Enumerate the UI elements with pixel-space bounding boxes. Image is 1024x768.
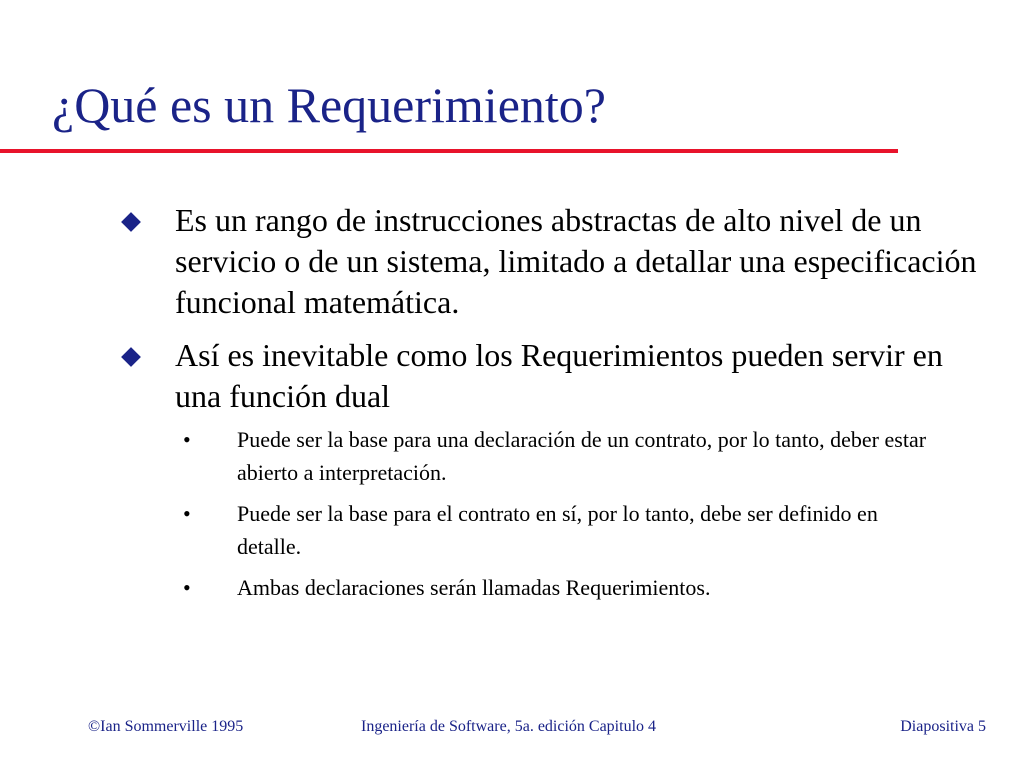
diamond-icon	[121, 212, 141, 232]
dot-icon: •	[183, 575, 191, 600]
diamond-icon	[121, 347, 141, 367]
sub-bullet-item	[183, 497, 943, 563]
sub-bullet-text: Ambas declaraciones serán llamadas Requerimientos.	[237, 575, 711, 600]
sub-bullet-item	[183, 423, 943, 489]
sub-bullet-text: Puede ser la base para una declaración de un contrato, por lo tanto, deber estar abierto a interpretación.	[237, 427, 927, 485]
sub-bullet-text: Puede ser la base para el contrato en sí, por lo tanto, debe ser definido en detalle.	[237, 501, 878, 559]
bullet-item	[118, 335, 988, 417]
bullet-text: Así es inevitable como los Requerimientos pueden servir en una función dual	[175, 337, 943, 414]
slide-title: ¿Qué es un Requerimiento?	[52, 77, 606, 133]
footer-copyright: ©Ian Sommerville 1995	[88, 718, 244, 735]
bullet-text: Es un rango de instrucciones abstractas de alto nivel de un servicio o de un sistema, limitado a detallar una especificación funcional matemática.	[175, 202, 977, 320]
dot-icon: •	[183, 501, 191, 526]
sub-bullet-list	[183, 423, 943, 604]
bullet-item	[118, 200, 988, 323]
dot-icon: •	[183, 427, 191, 452]
sub-bullet-item	[183, 571, 943, 604]
footer-slide-number: Diapositiva 5	[900, 718, 986, 735]
title-underline	[0, 149, 898, 153]
footer-course: Ingeniería de Software, 5a. edición Capitulo 4	[361, 718, 657, 735]
bullet-list	[118, 200, 988, 604]
